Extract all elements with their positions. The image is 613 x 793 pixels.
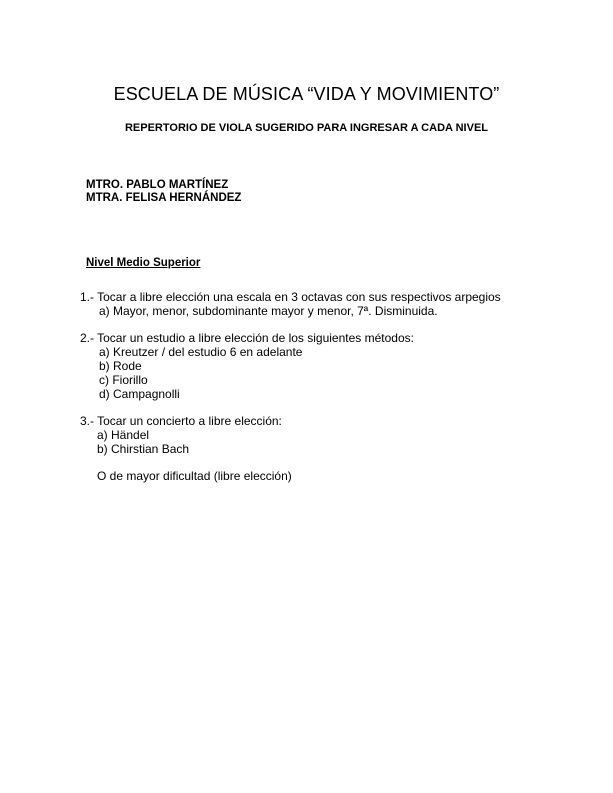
item-note: O de mayor dificultad (libre elección) <box>97 469 292 483</box>
item-subitem: c) Fiorillo <box>99 373 148 387</box>
item-heading: 1.- Tocar a libre elección una escala en 3 octavas con sus respectivos arpegios <box>80 290 501 304</box>
item-heading: 3.- Tocar un concierto a libre elección: <box>80 414 282 428</box>
item-subitem: d) Campagnolli <box>99 387 180 401</box>
teacher-name: MTRO. PABLO MARTÍNEZ <box>86 179 229 191</box>
document-subtitle: REPERTORIO DE VIOLA SUGERIDO PARA INGRESAR A CADA NIVEL <box>124 122 489 134</box>
item-subitem: b) Chirstian Bach <box>97 442 190 456</box>
item-subitem: b) Rode <box>99 359 142 373</box>
section-title: Nivel Medio Superior <box>86 257 201 269</box>
item-heading: 2.- Tocar un estudio a libre elección de los siguientes métodos: <box>80 331 414 345</box>
item-subitem: a) Kreutzer / del estudio 6 en adelante <box>99 345 303 359</box>
teacher-name: MTRA. FELISA HERNÁNDEZ <box>86 192 242 204</box>
item-subitem: a) Mayor, menor, subdominante mayor y menor, 7ª. Disminuida. <box>99 304 438 318</box>
item-subitem: a) Händel <box>97 428 150 442</box>
school-title: ESCUELA DE MÚSICA “VIDA Y MOVIMIENTO” <box>113 84 500 104</box>
teachers-block <box>86 179 241 205</box>
